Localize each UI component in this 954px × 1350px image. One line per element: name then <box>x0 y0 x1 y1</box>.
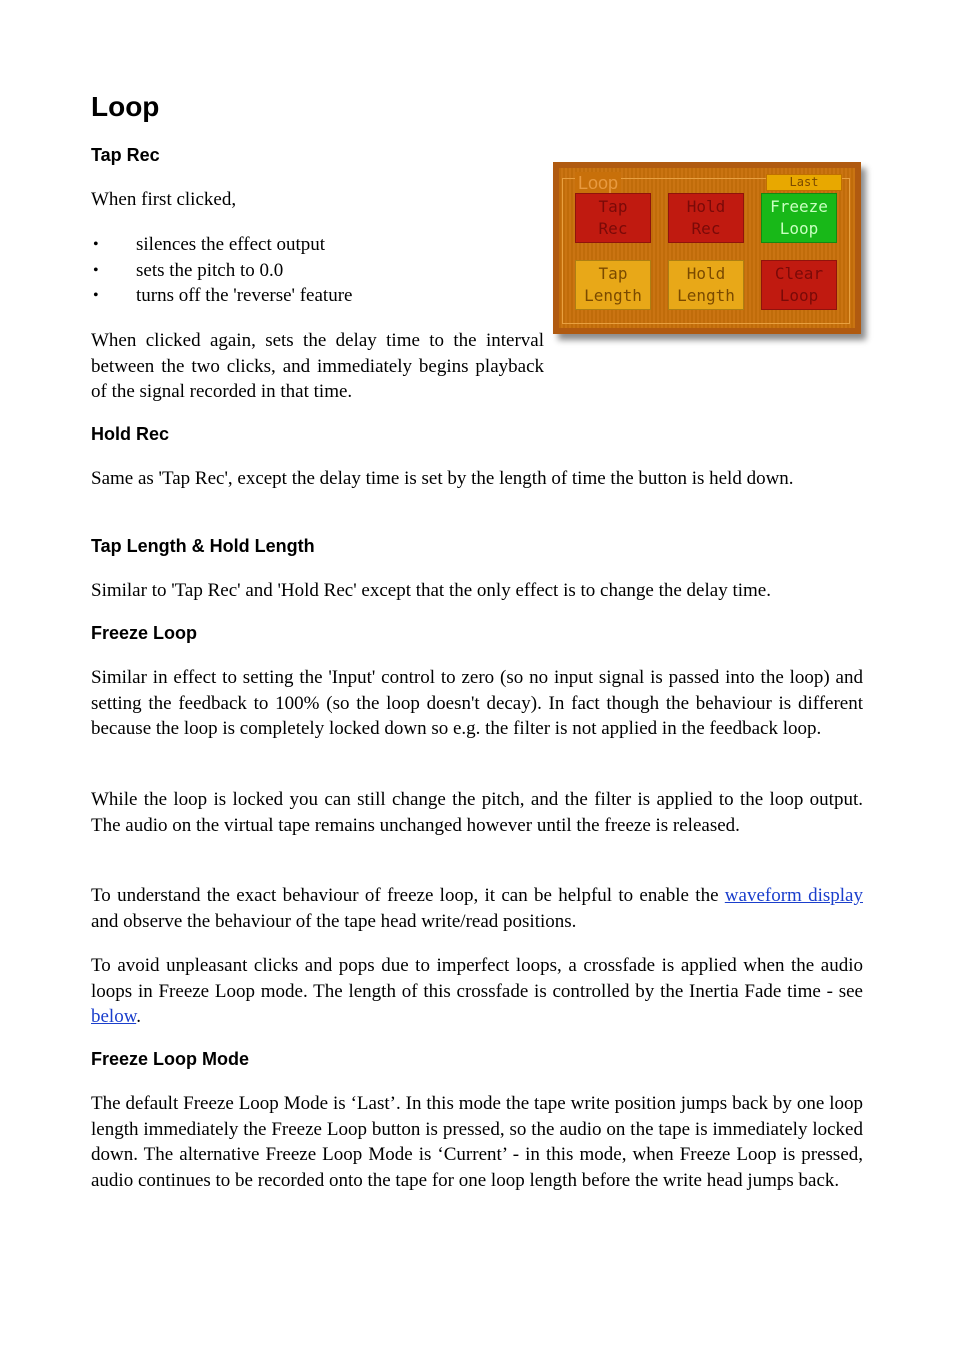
paragraph-text: and observe the behaviour of the tape head write/read positions. <box>91 910 577 932</box>
list-item: • sets the pitch to 0.0 <box>91 258 551 284</box>
freeze-loop-button[interactable] <box>761 193 837 243</box>
clear-loop-button[interactable] <box>761 260 837 310</box>
tap-rec-button[interactable] <box>575 193 651 243</box>
button-label-line: Length <box>584 286 642 305</box>
button-label-line: Freeze <box>770 197 828 216</box>
list-item: • turns off the 'reverse' feature <box>91 283 551 309</box>
tap-rec-intro: When first clicked, <box>91 189 237 210</box>
loop-panel-image <box>553 162 861 334</box>
heading-freeze-loop-mode: Freeze Loop Mode <box>91 1049 250 1069</box>
button-label-line: Clear <box>774 264 824 283</box>
page-title: Loop <box>91 91 160 122</box>
heading-tap-length: Tap Length & Hold Length <box>91 536 315 556</box>
waveform-display-link[interactable]: waveform display <box>724 885 863 906</box>
heading-freeze-loop: Freeze Loop <box>91 623 198 643</box>
button-label-line: Loop <box>779 219 819 238</box>
hold-rec-paragraph: Same as 'Tap Rec', except the delay time is set by the length of time the button is held down. <box>91 468 794 489</box>
tap-rec-paragraph: When clicked again, sets the delay time to the interval between the two clicks, and immediately begins playback of the signal recorded in that time. <box>91 330 544 402</box>
below-link[interactable]: below <box>91 1006 137 1027</box>
freeze-loop-paragraph-4 <box>91 953 863 1030</box>
paragraph-text: To avoid unpleasant clicks and pops due to imperfect loops, a crossfade is applied when the audio loops in Freeze Loop mode. The length of this crossfade is controlled by the Inertia Fade time - see <box>91 955 863 1002</box>
button-label-line: Hold <box>686 264 726 283</box>
paragraph-text: To understand the exact behaviour of freeze loop, it can be helpful to enable the <box>91 885 725 906</box>
list-item: • silences the effect output <box>91 232 551 258</box>
button-label-line: Rec <box>691 219 721 238</box>
freeze-loop-paragraph-2: While the loop is locked you can still change the pitch, and the filter is applied to the loop output. The audio on the virtual tape remains unchanged however until the freeze is released. <box>91 789 863 836</box>
button-label-line: Length <box>677 286 735 305</box>
hold-length-button[interactable] <box>668 260 744 310</box>
button-label-line: Hold <box>686 197 726 216</box>
button-label-line: Tap <box>598 264 628 283</box>
paragraph-text: . <box>136 1006 141 1027</box>
loop-panel-title: Loop <box>575 172 621 194</box>
freeze-loop-mode-selector[interactable]: Last <box>766 174 842 191</box>
hold-rec-button[interactable] <box>668 193 744 243</box>
tap-rec-bullet-list <box>91 232 551 309</box>
button-label-line: Rec <box>598 219 628 238</box>
loop-panel-body <box>559 168 855 328</box>
tap-length-button[interactable] <box>575 260 651 310</box>
freeze-loop-paragraph-3 <box>91 883 863 934</box>
button-label-line: Tap <box>598 197 628 216</box>
tap-length-paragraph: Similar to 'Tap Rec' and 'Hold Rec' except that the only effect is to change the delay time. <box>91 580 771 601</box>
freeze-loop-mode-paragraph: The default Freeze Loop Mode is ‘Last’. In this mode the tape write position jumps back by one loop length immediately the Freeze Loop button is pressed, so the audio on the tape is immediately locked down. The alternative Freeze Loop Mode is ‘Current’ - in this mode, when Freeze Loop is pressed, audio continues to be recorded onto the tape for one loop length before the write head jumps back. <box>91 1093 863 1191</box>
heading-hold-rec: Hold Rec <box>91 424 170 444</box>
heading-tap-rec: Tap Rec <box>91 145 160 165</box>
freeze-loop-paragraph-1: Similar in effect to setting the 'Input' control to zero (so no input signal is passed into the loop) and setting the feedback to 100% (so the loop doesn't decay). In fact though the behaviour is different because the loop is completely locked down so e.g. the filter is not applied in the feedback loop. <box>91 667 863 739</box>
button-label-line: Loop <box>779 286 819 305</box>
